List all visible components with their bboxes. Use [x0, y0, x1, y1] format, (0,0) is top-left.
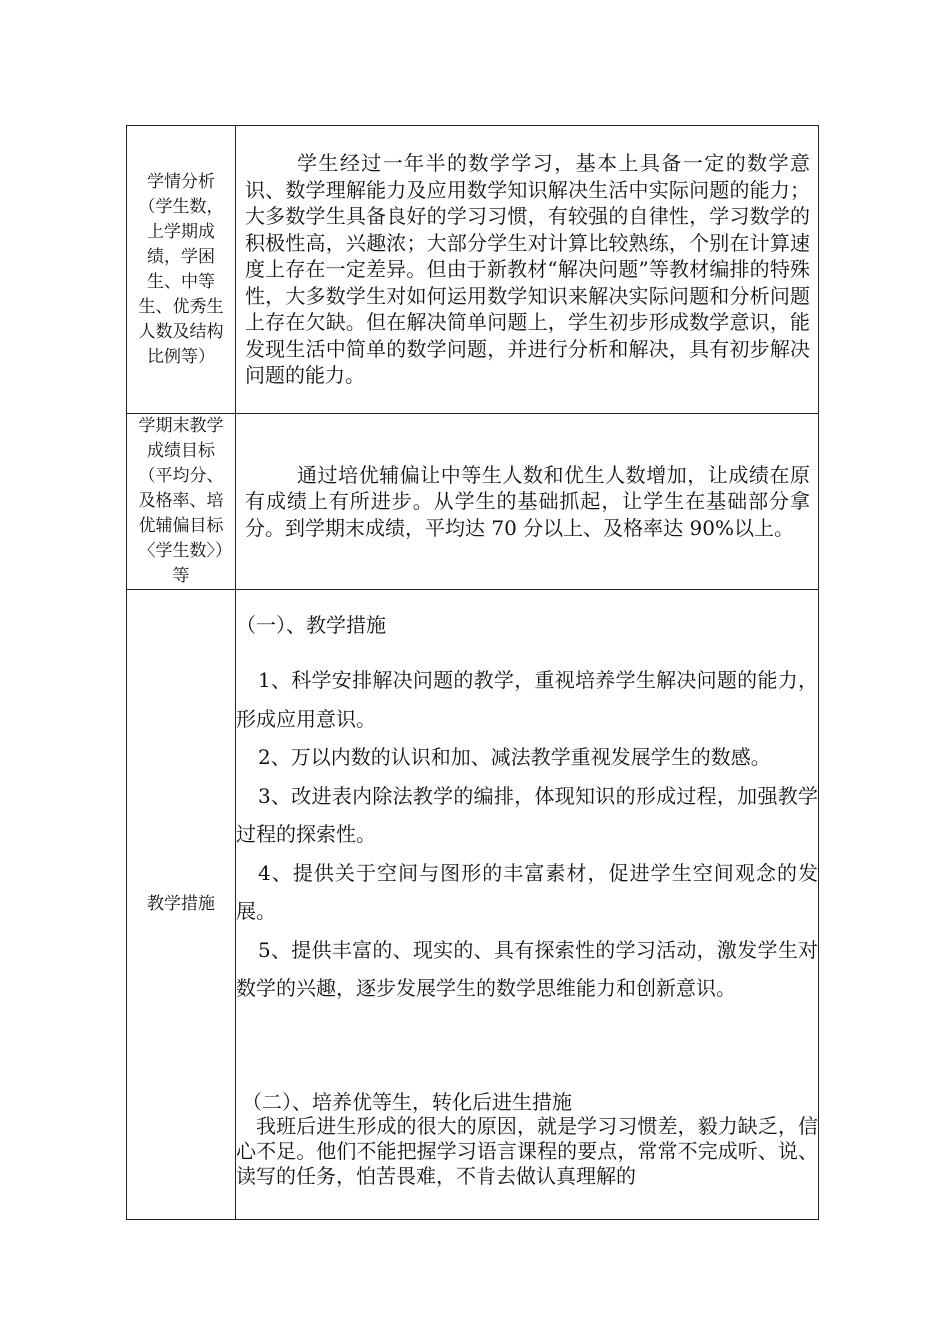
label-cell [127, 126, 236, 414]
row-label-teaching-measures: 教学措施 [147, 894, 215, 914]
content-cell [236, 126, 819, 414]
spacer [236, 1008, 818, 1090]
content-cell [236, 414, 819, 590]
label-cell [127, 414, 236, 590]
content-cell [236, 590, 819, 1220]
section-title-teaching-measures: （一）、教学措施 [236, 613, 386, 637]
measure-item: 1、科学安排解决问题的教学，重视培养学生解决问题的能力，形成应用意识。 [236, 668, 818, 731]
student-analysis-text: 学生经过一年半的数学学习，基本上具备一定的数学意识、数学理解能力及应用数学知识解决生活中实际问题的能力；大多数学生具备良好的学习习惯，有较强的自律性，学习数学的积极性高，兴趣浓；大部分学生对计算比较熟练，个别在计算速度上存在一定差异。但由于新教材“解决问题”等教材编排的特殊性，大多数学生对如何运用数学知识来解决实际问题和分析问题上存在欠缺。但在解决简单问题上，学生初步形成数学意识，能发现生活中简单的数学问题，并进行分析和解决，具有初步解决问题的能力。 [245, 151, 810, 388]
row-label-score-goals: 学期末教学成绩目标（平均分、及格率、培优辅偏目标〈学生数〉）等 [138, 416, 224, 586]
student-support-text: 我班后进生形成的很大的原因，就是学习习惯差，毅力缺乏，信心不足。他们不能把握学习语言课程的要点，常常不完成听、说、读写的任务，怕苦畏难，不肯去做认真理解的 [236, 1113, 818, 1188]
section-title-student-support: （二）、培养优等生，转化后进生措施 [242, 1089, 572, 1114]
plan-table [126, 125, 819, 1220]
label-cell [127, 590, 236, 1220]
table-row-score-goals [127, 414, 819, 590]
measure-item: 4、提供关于空间与图形的丰富素材，促进学生空间观念的发展。 [236, 860, 818, 923]
row-label-student-analysis: 学情分析（学生数，上学期成绩，学困生、中等生、优秀生人数及结构比例等） [138, 171, 224, 367]
score-goals-text: 通过培优辅偏让中等生人数和优生人数增加，让成绩在原有成绩上有所进步。从学生的基础抓起，让学生在基础部分拿分。到学期末成绩，平均达 70 分以上、及格率达 90%以上。 [245, 462, 810, 540]
measure-item: 2、万以内数的认识和加、减法教学重视发展学生的数感。 [258, 745, 771, 769]
measure-item: 5、提供丰富的、现实的、具有探索性的学习活动，激发学生对数学的兴趣，逐步发展学生的数学思维能力和创新意识。 [236, 937, 818, 1000]
table-row-student-analysis [127, 126, 819, 414]
measure-item: 3、改进表内除法教学的编排，体现知识的形成过程，加强教学过程的探索性。 [236, 783, 818, 846]
table-row-teaching-measures [127, 590, 819, 1220]
